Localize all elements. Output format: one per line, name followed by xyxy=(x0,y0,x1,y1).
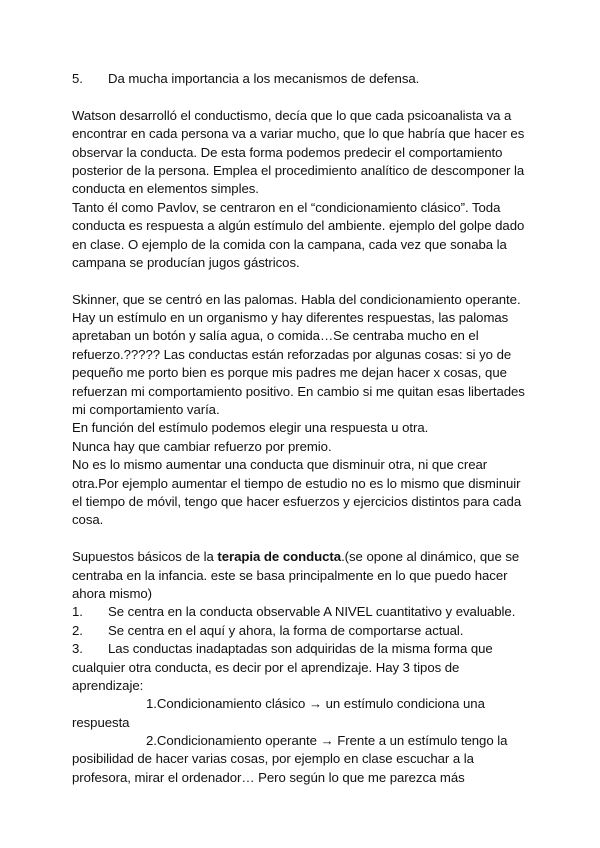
paragraph-skinner xyxy=(72,291,532,530)
text-line: Nunca hay que cambiar refuerzo por premio. xyxy=(72,438,332,454)
paragraph-gap xyxy=(72,272,532,290)
text-line: otra.Por ejemplo aumentar el tiempo de estudio no es lo mismo que disminuir xyxy=(72,475,521,491)
list-text: Se centra en la conducta observable A NIVEL cuantitativo y evaluable. xyxy=(108,604,516,620)
text-line: ahora mismo) xyxy=(72,585,153,601)
text-line: En función del estímulo podemos elegir una respuesta u otra. xyxy=(72,420,429,436)
text-line: refuerzan mi comportamiento positivo. En cambio si me quitan esas libertades xyxy=(72,383,525,399)
supuestos-note: .(se opone al dinámico, que se xyxy=(341,549,520,565)
text-line: observar la conducta. De esta forma podemos predecir el comportamiento xyxy=(72,144,503,160)
text-line: pequeño me porto bien es porque mis padres me dejan hacer x cosas, que xyxy=(72,365,507,381)
list-text: Se centra en el aquí y ahora, la forma de comportarse actual. xyxy=(108,622,464,638)
list-text: Las conductas inadaptadas son adquiridas de la misma forma que xyxy=(108,641,493,657)
supuestos-bold-term: terapia de conducta xyxy=(217,549,342,565)
text-line: aprendizaje: xyxy=(72,677,144,693)
document-body xyxy=(72,70,532,787)
text-line: mi comportamiento varía. xyxy=(72,402,220,418)
text-line: posterior de la persona. Emplea el procedimiento analítico de descomponer la xyxy=(72,162,525,178)
sub-item-text: 2.Condicionamiento operante → Frente a un estímulo tengo la xyxy=(146,733,508,749)
paragraph-supuestos xyxy=(72,548,532,603)
text-line: en clase. O ejemplo de la comida con la campana, cada vez que sonaba la xyxy=(72,236,507,252)
text-line: profesora, mirar el ordenador… Pero según lo que me parezca más xyxy=(72,769,465,785)
list-text: Da mucha importancia a los mecanismos de defensa. xyxy=(108,71,420,86)
text-line xyxy=(72,548,532,566)
list-number: 5. xyxy=(72,71,83,86)
text-line: campana se producían jugos gástricos. xyxy=(72,254,300,270)
text-line: centraba en la infancia. este se basa principalmente en lo que puedo hacer xyxy=(72,567,508,583)
text-line: Watson desarrolló el conductismo, decía que lo que cada psicoanalista va a xyxy=(72,107,512,123)
paragraph-gap xyxy=(72,530,532,548)
sub-item-text: 1.Condicionamiento clásico → un estímulo condiciona una xyxy=(146,696,485,712)
list-number: 1. xyxy=(72,604,83,620)
sub-item-2 xyxy=(72,732,532,750)
paragraph-gap xyxy=(72,88,532,106)
text-line: Hay un estímulo en un organismo y hay diferentes respuestas, las palomas xyxy=(72,310,509,326)
paragraph-watson xyxy=(72,107,532,273)
text-line: Tanto él como Pavlov, se centraron en el “condicionamiento clásico”. Toda xyxy=(72,199,501,215)
numbered-list xyxy=(72,603,532,787)
text-line: apretaban un botón y salía agua, o comida…Se centraba mucho en el xyxy=(72,328,479,344)
list-item-1 xyxy=(72,603,532,621)
text-line: respuesta xyxy=(72,714,130,730)
text-line: conducta es respuesta a algún estímulo del ambiente. ejemplo del golpe dado xyxy=(72,218,525,234)
text-line: conducta en elementos simples. xyxy=(72,181,259,197)
text-line: Skinner, que se centró en las palomas. Habla del condicionamiento operante. xyxy=(72,291,521,307)
list-number: 2. xyxy=(72,622,83,638)
text-line: refuerzo.????? Las conductas están reforzadas por algunas cosas: si yo de xyxy=(72,346,512,362)
list-item-5 xyxy=(72,70,532,88)
text-line: No es lo mismo aumentar una conducta que disminuir otra, ni que crear xyxy=(72,457,488,473)
sub-item-1 xyxy=(72,695,532,713)
text-line: posibilidad de hacer varias cosas, por ejemplo en clase escuchar a la xyxy=(72,751,474,767)
list-number: 3. xyxy=(72,641,83,657)
list-item-2 xyxy=(72,622,532,640)
text-line: cualquier otra conducta, es decir por el aprendizaje. Hay 3 tipos de xyxy=(72,659,460,675)
text-line: cosa. xyxy=(72,512,104,528)
list-item-3 xyxy=(72,640,532,658)
text-line: el tiempo de móvil, tengo que hacer esfuerzos y ejercicios distintos para cada xyxy=(72,493,522,509)
supuestos-intro: Supuestos básicos de la xyxy=(72,549,218,565)
text-line: encontrar en cada persona va a variar mucho, que lo que habría que hacer es xyxy=(72,126,525,142)
